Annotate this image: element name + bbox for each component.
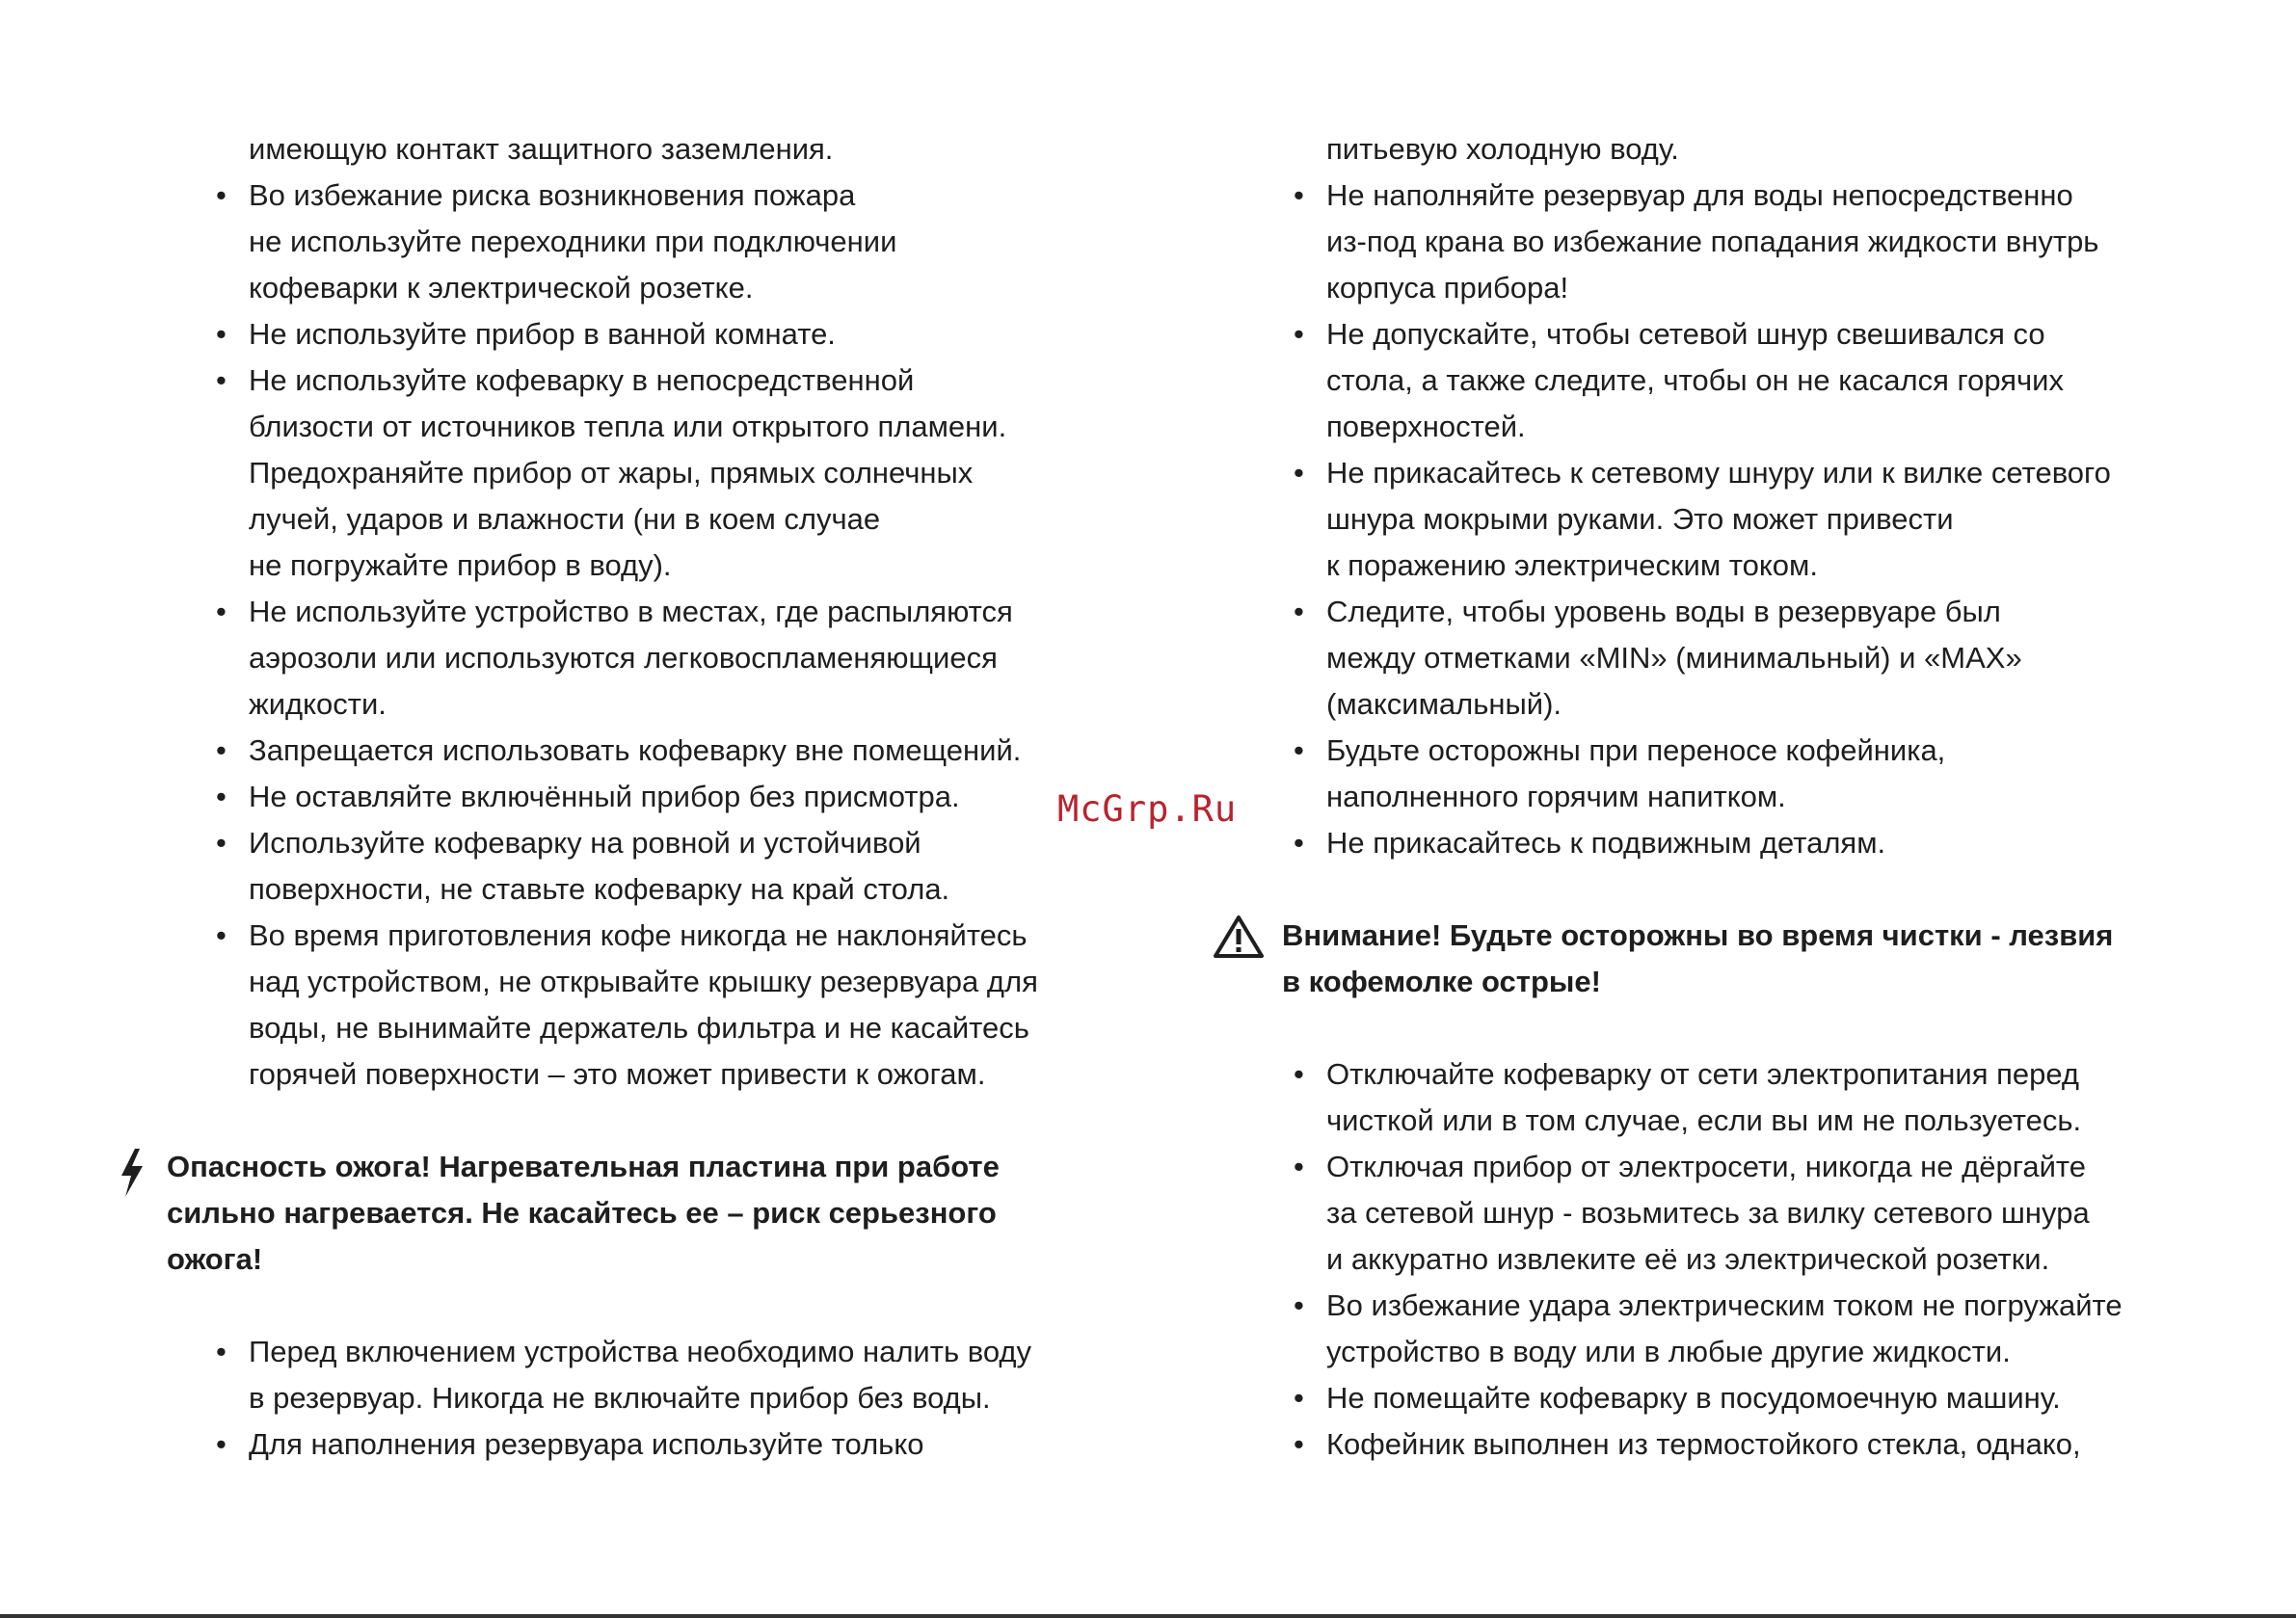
list-item-text: (максимальный). [1326,687,1562,721]
list-item-line [1288,358,2203,404]
list-item-text: Не помещайте кофеварку в посудомоечную машину. [1326,1381,2061,1415]
list-item-text: корпуса прибора! [1326,271,1569,305]
bullet-point: • [1294,317,1304,351]
list-item-line [210,1329,1097,1375]
list-item-line [210,404,1097,450]
list-item-line [1288,265,2203,311]
list-item-text: Не используйте устройство в местах, где распыляются [249,595,1013,628]
list-item-text: питьевую холодную воду. [1326,132,1679,166]
list-item-text: аэрозоли или используются легковоспламеняющиеся [249,641,998,675]
list-item-line [1288,450,2203,496]
bullet-point: • [1294,1288,1304,1322]
list-item-line [1288,1329,2203,1375]
bullet-point: • [1294,826,1304,860]
list-item-text: за сетевой шнур - возьмитесь за вилку сетевого шнура [1326,1196,2090,1230]
bullet-point: • [1294,456,1304,490]
bullet-point: • [1294,733,1304,767]
warning-text-line: сильно нагревается. Не касайтесь ее – риск серьезного [167,1196,997,1230]
list-item-text: Запрещается использовать кофеварку вне помещений. [249,733,1022,767]
list-item-line [1288,589,2203,635]
list-item-line [1288,1190,2203,1236]
burn-warning-text [167,1144,1097,1283]
list-item-text: лучей, ударов и влажности (ни в коем случае [249,502,881,536]
bullet-point: • [216,826,227,860]
list-item-line [210,496,1097,543]
list-item-line [1288,1283,2203,1329]
list-item-text: поверхностей. [1326,410,1526,443]
list-item-line [1288,1236,2203,1283]
warning-triangle-icon [1213,915,1265,959]
list-item-line [1288,126,2203,172]
list-item-line [1288,496,2203,543]
list-item-text: Не используйте кофеварку в непосредственной [249,363,915,397]
list-item-text: между отметками «MIN» (минимальный) и «MAX» [1326,641,2022,675]
list-item-line [1288,635,2203,681]
list-item-line [210,358,1097,404]
list-item-text: над устройством, не открывайте крышку резервуара для [249,965,1038,998]
cleaning-warning-text [1282,913,2203,1005]
list-item-line [1288,404,2203,450]
warning-text-line: в кофемолке острые! [1282,965,1601,998]
list-item-text: шнура мокрыми руками. Это может привести [1326,502,1954,536]
left-list-1 [210,126,1097,1098]
list-item-text: Не используйте прибор в ванной комнате. [249,317,836,351]
list-item-line [210,450,1097,496]
list-item-line [210,820,1097,866]
list-item-text: Будьте осторожны при переносе кофейника, [1326,733,1946,767]
list-item-line [210,913,1097,959]
bullet-point: • [1294,178,1304,212]
list-item-line [1288,728,2203,774]
list-item-text: Отключая прибор от электросети, никогда не дёргайте [1326,1150,2087,1183]
list-item-line [1288,311,2203,358]
list-item-line [210,589,1097,635]
list-item-text: в резервуар. Никогда не включайте прибор без воды. [249,1381,991,1415]
list-item-line [210,681,1097,728]
cleaning-warning [1282,913,2203,1005]
bullet-point: • [1294,1150,1304,1183]
list-item-line [210,1051,1097,1098]
list-item-text: Не оставляйте включённый прибор без присмотра. [249,780,960,813]
list-item-text: воды, не вынимайте держатель фильтра и не касайтесь [249,1011,1029,1045]
bullet-point: • [216,733,227,767]
lightning-icon [117,1148,146,1198]
list-item-text: и аккуратно извлеките её из электрической розетки. [1326,1242,2050,1276]
list-item-text: Для наполнения резервуара используйте только [249,1427,924,1461]
list-item-text: близости от источников тепла или открытого пламени. [249,410,1007,443]
bullet-point: • [1294,595,1304,628]
list-item-text: Не прикасайтесь к подвижным деталям. [1326,826,1886,860]
list-item-text: поверхности, не ставьте кофеварку на край стола. [249,872,950,906]
list-item-line [210,219,1097,265]
bullet-point: • [1294,1381,1304,1415]
list-item-text: Во избежание удара электрическим током не погружайте [1326,1288,2122,1322]
list-item-line [1288,1375,2203,1421]
list-item-line [210,126,1097,172]
watermark: McGrp.Ru [1057,788,1238,830]
list-item-text: Используйте кофеварку на ровной и устойчивой [249,826,921,860]
list-item-line [1288,820,2203,866]
list-item-line [210,1421,1097,1468]
list-item-line [210,728,1097,774]
list-item-text: устройство в воду или в любые другие жидкости. [1326,1335,2011,1368]
list-item-line [1288,543,2203,589]
list-item-text: жидкости. [249,687,387,721]
list-item-line [1288,172,2203,219]
bullet-point: • [216,178,227,212]
list-item-line [1288,774,2203,820]
list-item-line [1288,219,2203,265]
bullet-point: • [216,317,227,351]
list-item-line [1288,1421,2203,1468]
bullet-point: • [216,780,227,813]
list-item-line [210,265,1097,311]
list-item-line [210,543,1097,589]
bullet-point: • [216,363,227,397]
list-item-line [210,635,1097,681]
list-item-text: стола, а также следите, чтобы он не касался горячих [1326,363,2064,397]
list-item-line [210,311,1097,358]
list-item-text: Во время приготовления кофе никогда не наклоняйтесь [249,918,1028,952]
list-item-text: кофеварки к электрической розетке. [249,271,754,305]
list-item-text: не используйте переходники при подключении [249,225,897,258]
list-item-text: горячей поверхности – это может привести к ожогам. [249,1057,986,1091]
list-item-text: не погружайте прибор в воду). [249,548,672,582]
list-item-text: из-под крана во избежание попадания жидкости внутрь [1326,225,2099,258]
list-item-text: Кофейник выполнен из термостойкого стекла, однако, [1326,1427,2081,1461]
list-item-text: Отключайте кофеварку от сети электропитания перед [1326,1057,2080,1091]
burn-warning [167,1144,1097,1283]
list-item-line [1288,681,2203,728]
list-item-text: Не прикасайтесь к сетевому шнуру или к вилке сетевого [1326,456,2111,490]
warning-text-line: ожога! [167,1242,263,1276]
list-item-line [1288,1098,2203,1144]
left-column [167,126,1097,1468]
list-item-text: имеющую контакт защитного заземления. [249,132,834,166]
list-item-text: Не наполняйте резервуар для воды непосредственно [1326,178,2073,212]
list-item-text: чисткой или в том случае, если вы им не пользуетесь. [1326,1103,2082,1137]
list-item-text: Не допускайте, чтобы сетевой шнур свешивался со [1326,317,2045,351]
list-item-line [210,1005,1097,1051]
list-item-text: Перед включением устройства необходимо налить воду [249,1335,1031,1368]
list-item-line [210,172,1097,219]
bullet-point: • [216,595,227,628]
warning-text-line: Внимание! Будьте осторожны во время чистки - лезвия [1282,918,2114,952]
list-item-line [210,959,1097,1005]
list-item-line [210,866,1097,913]
warning-text-line: Опасность ожога! Нагревательная пластина при работе [167,1150,1000,1183]
list-item-line [210,774,1097,820]
right-list-2 [1288,1051,2203,1468]
list-item-text: Предохраняйте прибор от жары, прямых солнечных [249,456,974,490]
list-item-text: наполненного горячим напитком. [1326,780,1786,813]
bottom-rule [0,1614,2296,1618]
right-list-1 [1288,126,2203,866]
list-item-text: к поражению электрическим током. [1326,548,1818,582]
bullet-point: • [216,1427,227,1461]
bullet-point: • [216,918,227,952]
list-item-line [1288,1144,2203,1190]
list-item-line [1288,1051,2203,1098]
list-item-text: Во избежание риска возникновения пожара [249,178,856,212]
bullet-point: • [1294,1427,1304,1461]
list-item-text: Следите, чтобы уровень воды в резервуаре был [1326,595,2001,628]
right-column [1282,126,2203,1468]
bullet-point: • [216,1335,227,1368]
bullet-point: • [1294,1057,1304,1091]
list-item-line [210,1375,1097,1421]
left-list-2 [210,1329,1097,1468]
